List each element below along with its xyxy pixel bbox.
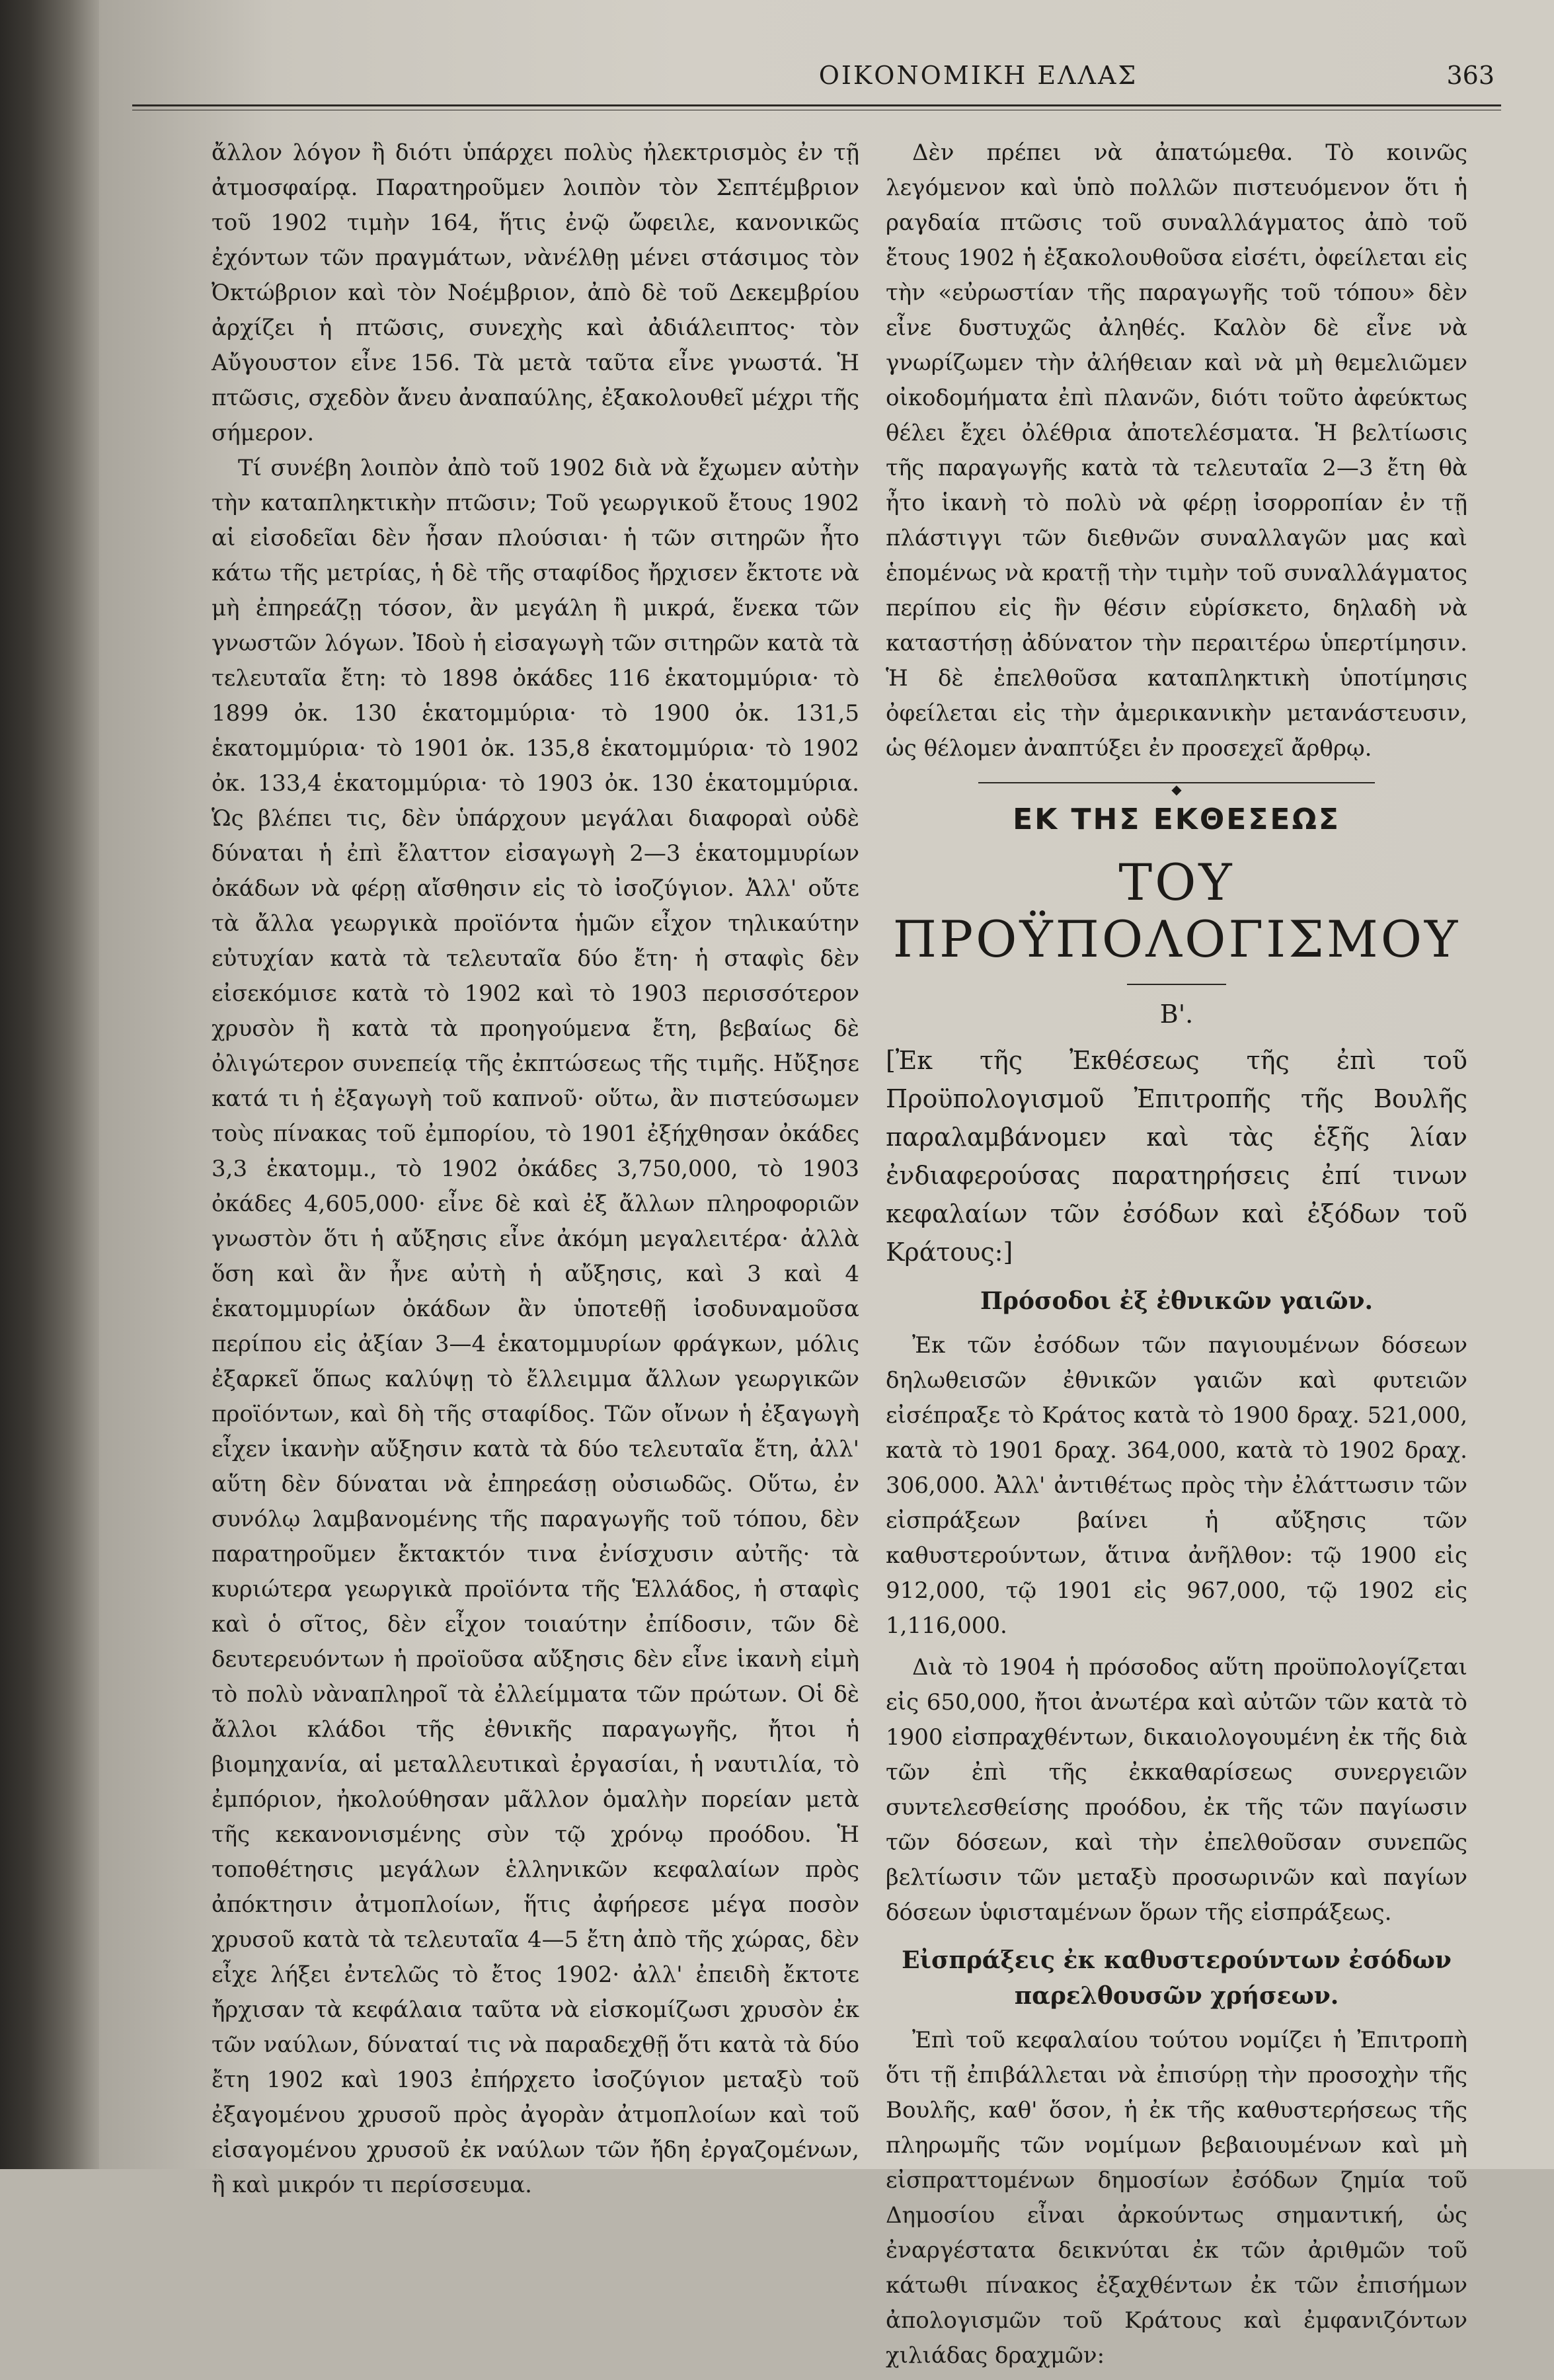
- book-spine: [0, 0, 99, 2169]
- heading-rule: [1127, 984, 1226, 985]
- subsection-revenues: [886, 1328, 1467, 1930]
- right-opening-paragraph: Δὲν πρέπει νὰ ἀπατώμεθα. Τὸ κοινῶς λεγόμενον καὶ ὑπὸ πολλῶν πιστευόμενον ὅτι ἡ ραγδαία πτῶσις τοῦ συναλλάγματος ἀπὸ τοῦ ἔτους 1902 ἡ ἐξακολουθοῦσα εἰσέτι, ὀφείλεται εἰς τὴν «εὐρωστίαν τῆς παραγωγῆς τοῦ τόπου» δὲν εἶνε δυστυχῶς ἀληθές. Καλὸν δὲ εἶνε νὰ γνωρίζωμεν τὴν ἀλήθειαν καὶ νὰ μὴ θεμελιῶμεν οἰκοδομήματα ἐπὶ πλανῶν, διότι τοῦτο ἀφεύκτως θέλει ἔχει ὀλέθρια ἀποτελέσματα. Ἡ βελτίωσις τῆς παραγωγῆς κατὰ τὰ τελευταῖα 2—3 ἔτη θὰ ἦτο ἱκανὴ τὸ πολὺ νὰ φέρῃ ἰσορροπίαν ἐν τῇ πλάστιγγι τῶν διεθνῶν συναλλαγῶν μας καὶ ἑπομένως νὰ κρατῇ τὴν τιμὴν τοῦ συναλλάγματος περίπου εἰς ἣν θέσιν εὑρίσκετο, δηλαδὴ νὰ καταστήσῃ ἀδύνατον τὴν περαιτέρω ὑπερτίμησιν. Ἡ δὲ ἐπελθοῦσα καταπληκτικὴ ὑποτίμησις ὀφείλεται εἰς τὴν ἀμερικανικὴν μετανάστευσιν, ὡς θέλομεν ἀναπτύξει ἐν προσεχεῖ ἄρθρῳ.: [886, 139, 1467, 762]
- running-header: ΟΙΚΟΝΟΜΙΚΗ ΕΛΛΑΣ: [818, 61, 1138, 90]
- intro-note: [Ἐκ τῆς Ἐκθέσεως τῆς ἐπὶ τοῦ Προϋπολογισμοῦ Ἐπιτροπῆς τῆς Βουλῆς παραλαμβάνομεν καὶ τὰς ἑξῆς λίαν ἐνδιαφερούσας παρατηρήσεις ἐπί τινων κεφαλαίων τῶν ἐσόδων καὶ ἐξόδων τοῦ Κράτους:]: [886, 1046, 1467, 1267]
- arrears-paragraph-1: Ἐπὶ τοῦ κεφαλαίου τούτου νομίζει ἡ Ἐπιτροπὴ ὅτι τῇ ἐπιβάλλεται νὰ ἐπισύρῃ τὴν προσοχὴν τῆς Βουλῆς, καθ' ὅσον, ἡ ἐκ τῆς καθυστερήσεως τῆς πληρωμῆς τῶν νομίμων βεβαιουμένων καὶ μὴ εἰσπραττομένων δημοσίων ἐσόδων ζημία τοῦ Δημοσίου εἶναι ἀρκούντως σημαντική, ὡς ἐναργέστατα δεικνύται ἐκ τῶν ἀριθμῶν τοῦ κάτωθι πίνακος ἐξαχθέντων ἐκ τῶν ἐπισήμων ἀπολογισμῶν τοῦ Κράτους καὶ ἐμφανιζόντων χιλιάδας δραχμῶν:: [886, 2027, 1467, 2369]
- subsection-arrears: [886, 2023, 1467, 2373]
- left-paragraph-1: ἄλλον λόγον ἢ διότι ὑπάρχει πολὺς ἠλεκτρισμὸς ἐν τῇ ἀτμοσφαίρᾳ. Παρατηροῦμεν λοιπὸν τὸν Σεπτέμβριον τοῦ 1902 τιμὴν 164, ἥτις ἐνῷ ὤφειλε, κανονικῶς ἐχόντων τῶν πραγμάτων, νὰνέλθῃ μένει στάσιμος τὸν Ὀκτώβριον καὶ τὸν Νοέμβριον, ἀπὸ δὲ τοῦ Δεκεμβρίου ἀρχίζει ἡ πτῶσις, συνεχὴς καὶ ἀδιάλειπτος· τὸν Αὔγουστον εἶνε 156. Τὰ μετὰ ταῦτα εἶνε γνωστά. Ἡ πτῶσις, σχεδὸν ἄνευ ἀναπαύλης, ἐξακολουθεῖ μέχρι τῆς σήμερον.: [212, 139, 859, 446]
- subsection-heading-revenues: Πρόσοδοι ἐξ ἐθνικῶν γαιῶν.: [980, 1287, 1373, 1315]
- header-rule: [132, 104, 1501, 106]
- page-number: 363: [1446, 61, 1495, 90]
- section-heading-small: ΕΚ ΤΗΣ ΕΚΘΕΣΕΩΣ: [1013, 803, 1340, 836]
- left-paragraph-2: Τί συνέβη λοιπὸν ἀπὸ τοῦ 1902 διὰ νὰ ἔχωμεν αὐτὴν τὴν καταπληκτικὴν πτῶσιν; Τοῦ γεωργικοῦ ἔτους 1902 αἱ εἰσοδεῖαι δὲν ἦσαν πλούσιαι· ἡ τῶν σιτηρῶν ἦτο κάτω τῆς μετρίας, ἡ δὲ τῆς σταφίδος ἤρχισεν ἔκτοτε νὰ μὴ ἐπηρεάζῃ τόσον, ἂν μεγάλη ἢ μικρά, ἕνεκα τῶν γνωστῶν λόγων. Ἰδοὺ ἡ εἰσαγωγὴ τῶν σιτηρῶν κατὰ τὰ τελευταῖα ἔτη: τὸ 1898 ὀκάδες 116 ἑκατομμύρια· τὸ 1899 ὀκ. 130 ἑκατομμύρια· τὸ 1900 ὀκ. 131,5 ἑκατομμύρια· τὸ 1901 ὀκ. 135,8 ἑκατομμύρια· τὸ 1902 ὀκ. 133,4 ἑκατομμύρια· τὸ 1903 ὀκ. 130 ἑκατομμύρια. Ὡς βλέπει τις, δὲν ὑπάρχουν μεγάλαι διαφοραὶ οὐδὲ δύναται ἡ ἐπὶ ἔλαττον εἰσαγωγὴ 2—3 ἑκατομμυρίων ὀκάδων νὰ φέρῃ αἴσθησιν εἰς τὸ ἰσοζύγιον. Ἀλλ' οὔτε τὰ ἄλλα γεωργικὰ προϊόντα ἡμῶν εἶχον τηλικαύτην εὐτυχίαν κατὰ τὰ τελευταῖα δύο ἔτη· ἡ σταφὶς δὲν εἰσεκόμισε κατὰ τὸ 1902 καὶ τὸ 1903 περισσότερον χρυσὸν ἢ κατὰ τὰ προηγούμενα ἔτη, βεβαίως δὲ ὀλιγώτερον συνεπείᾳ τῆς ἐκπτώσεως τῆς τιμῆς. Ηὔξησε κατά τι ἡ ἐξαγωγὴ τοῦ καπνοῦ· οὕτω, ἂν πιστεύσωμεν τοὺς πίνακας τοῦ ἐμπορίου, τὸ 1901 ἐξήχθησαν ὀκάδες 3,3 ἑκατομμ., τὸ 1902 ὀκάδες 3,750,000, τὸ 1903 ὀκάδες 4,605,000· εἶνε δὲ καὶ ἐξ ἄλλων πληροφοριῶν γνωστὸν ὅτι ἡ αὔξησις εἶνε ἀκόμη μεγαλειτέρα· ἀλλὰ ὅση καὶ ἂν ἦνε αὐτὴ ἡ αὔξησις, καὶ 3 καὶ 4 ἑκατομμυρίων ὀκάδων ἂν ὑποτεθῇ ἰσοδυναμοῦσα περίπου εἰς ἀξίαν 3—4 ἑκατομμυρίων φράγκων, μόλις ἐξαρκεῖ ὅπως καλύψῃ τὸ ἔλλειμμα ἄλλων γεωργικῶν προϊόντων, καὶ δὴ τῆς σταφίδος. Τῶν οἴνων ἡ ἐξαγωγὴ εἶχεν ἱκανὴν αὔξησιν κατὰ τὰ δύο τελευταῖα ἔτη, ἀλλ' αὕτη δὲν δύναται νὰ ἐπηρεάσῃ οὐσιωδῶς. Οὕτω, ἐν συνόλῳ λαμβανομένης τῆς παραγωγῆς τοῦ τόπου, δὲν παρατηροῦμεν ἔκτακτόν τινα ἐνίσχυσιν αὐτῆς· τὰ κυριώτερα γεωργικὰ προϊόντα τῆς Ἑλλάδος, ἡ σταφὶς καὶ ὁ σῖτος, δὲν εἶχον τοιαύτην ἐπίδοσιν, τῶν δὲ δευτερευόντων ἡ προϊοῦσα αὔξησις δὲν εἶνε ἱκανὴ εἰμὴ τὸ πολὺ νὰναπληροῖ τὰ ἐλλείμματα τῶν πρώτων. Οἱ δὲ ἄλλοι κλάδοι τῆς ἐθνικῆς παραγωγῆς, ἤτοι ἡ βιομηχανία, αἱ μεταλλευτικαὶ ἐργασίαι, ἡ ναυτιλία, τὸ ἐμπόριον, ἠκολούθησαν μᾶλλον ὁμαλὴν πορείαν μετὰ τῆς κεκανονισμένης σὺν τῷ χρόνῳ προόδου. Ἡ τοποθέτησις μεγάλων ἑλληνικῶν κεφαλαίων πρὸς ἀπόκτησιν ἀτμοπλοίων, ἥτις ἀφήρεσε μέγα ποσὸν χρυσοῦ κατὰ τὰ τελευταῖα 4—5 ἔτη ἀπὸ τῆς χώρας, δὲν εἶχε λήξει ἐντελῶς τὸ ἔτος 1902· ἀλλ' ἐπειδὴ ἔκτοτε ἤρχισαν τὰ κεφάλαια ταῦτα νὰ εἰσκομίζωσι χρυσὸν ἐκ τῶν ναύλων, δύναταί τις νὰ παραδεχθῇ ὅτι κατὰ τὰ δύο ἔτη 1902 καὶ 1903 ἐπήρχετο ἰσοζύγιον μεταξὺ τοῦ ἐξαγομένου χρυσοῦ πρὸς ἀγορὰν ἀτμοπλοίων καὶ τοῦ εἰσαγομένου χρυσοῦ ἐκ ναύλων τῶν ἤδη ἐργαζομένων, ἢ καὶ μικρόν τι περίσσευμα.: [212, 455, 859, 2198]
- section-heading-big: ΤΟΥ ΠΡΟΫΠΟΛΟΓΙΣΜΟΥ: [892, 853, 1461, 969]
- left-column: [212, 136, 859, 2203]
- revenues-paragraph-1: Ἐκ τῶν ἐσόδων τῶν παγιουμένων δόσεων δηλωθεισῶν ἐθνικῶν γαιῶν καὶ φυτειῶν εἰσέπραξε τὸ Κράτος κατὰ τὸ 1900 δραχ. 521,000, κατὰ τὸ 1901 δραχ. 364,000, κατὰ τὸ 1902 δραχ. 306,000. Ἀλλ' ἀντιθέτως πρὸς τὴν ἐλάττωσιν τῶν εἰσπράξεων βαίνει ἡ αὔξησις τῶν καθυστερούντων, ἅτινα ἀνῆλθον: τῷ 1900 εἰς 912,000, τῷ 1901 εἰς 967,000, τῷ 1902 εἰς 1,116,000.: [886, 1332, 1467, 1639]
- revenues-paragraph-2: Διὰ τὸ 1904 ἡ πρόσοδος αὕτη προϋπολογίζεται εἰς 650,000, ἤτοι ἀνωτέρα καὶ αὐτῶν τῶν κατὰ τὸ 1900 εἰσπραχθέντων, δικαιολογουμένη ἐκ τῆς διὰ τῶν ἐπὶ τῆς ἐκκαθαρίσεως συνεργειῶν συντελεσθείσης προόδου, ἐκ τῆς τῶν παγίωσιν τῶν δόσεων, καὶ τὴν ἐπελθοῦσαν συνεπῶς βελτίωσιν τῶν μεταξὺ προσωρινῶν καὶ παγίων δόσεων ὑφισταμένων ὅρων τῆς εἰσπράξεως.: [886, 1654, 1467, 1926]
- part-label: Β'.: [1159, 1000, 1194, 1029]
- section-divider: [978, 782, 1375, 783]
- subsection-heading-arrears: Εἰσπράξεις ἐκ καθυστερούντων ἐσόδων παρελθουσῶν χρήσεων.: [902, 1946, 1452, 2010]
- right-column: [886, 136, 1467, 2380]
